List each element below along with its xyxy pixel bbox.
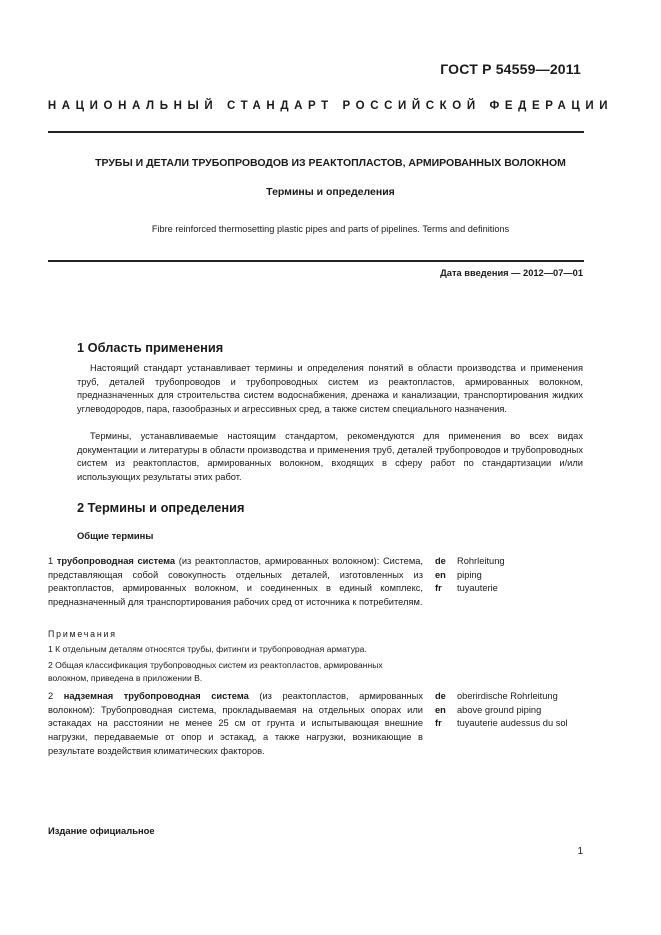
term-entry-2 [48, 690, 423, 759]
translation-de: Rohrleitung [457, 556, 505, 566]
translation-en: above ground piping [457, 704, 542, 715]
lang-code-en: en [435, 569, 446, 580]
section-1-paragraph-2: Термины, устанавливаемые настоящим стандартом, рекомендуются для применения во всех видах документации и литературы в области производства и применения труб, деталей трубопроводов и трубопроводных систем из реактопластов, армированных волокном, входящих в сферу работ по стандартизации и/или использующих результаты этих работ. [77, 431, 583, 482]
term-entry-1 [48, 555, 423, 610]
translation-fr: tuyauterie [457, 583, 498, 594]
term-name: надземная трубопроводная система [63, 691, 249, 701]
official-edition-label: Издание официальное [48, 825, 155, 836]
lang-code-en: en [435, 704, 446, 715]
national-standard-banner: НАЦИОНАЛЬНЫЙ СТАНДАРТ РОССИЙСКОЙ ФЕДЕРАЦИИ [47, 100, 614, 112]
page-number: 1 [577, 846, 583, 857]
note-2: 2 Общая классификация трубопроводных систем из реактопластов, армированных волокном, приведена в приложении В. [48, 660, 383, 683]
bottom-divider [48, 260, 584, 262]
notes-heading: Примечания [48, 629, 117, 639]
translation-en: piping [457, 569, 482, 580]
lang-code-fr: fr [435, 718, 442, 729]
general-terms-subheading: Общие термины [77, 530, 154, 541]
document-title: ТРУБЫ И ДЕТАЛИ ТРУБОПРОВОДОВ ИЗ РЕАКТОПЛАСТОВ, АРМИРОВАННЫХ ВОЛОКНОМ [95, 157, 566, 169]
term-definition: (из реактопластов, армированных волокном): Трубопроводная система, прокладываемая на отдельных опорах или эстакадах на расстоянии не менее 25 см от грунта и испытывающая внешние нагрузки, передаваемые от опор и эстакад, а также нагрузки, возникающие в результате воздействия климатических факторов. [48, 691, 423, 756]
term-number: 1 [48, 556, 54, 566]
section-2-heading: 2 Термины и определения [77, 500, 245, 515]
introduction-date: Дата введения — 2012—07—01 [440, 268, 583, 278]
term-2-translations [435, 690, 595, 731]
document-subtitle: Термины и определения [266, 186, 395, 198]
term-number: 2 [48, 691, 54, 701]
section-1-heading: 1 Область применения [77, 340, 224, 355]
translation-de: oberirdische Rohrleitung [457, 691, 558, 701]
lang-code-fr: fr [435, 583, 442, 594]
document-code: ГОСТ Р 54559—2011 [440, 61, 581, 77]
term-name: трубопроводная система [56, 556, 176, 566]
term-1-translations [435, 555, 595, 596]
document-title-english: Fibre reinforced thermosetting plastic pipes and parts of pipelines. Terms and definitions [151, 224, 510, 234]
term-definition: (из реактопластов, армированных волокном): Система, представляющая собой совокупность отдельных деталей, изготовленных из реактопластов, армированных волокном, и соединенных в единый комплекс, предназначенный для транспортирования рабочих сред от источника к потребителям. [48, 556, 423, 608]
top-divider [48, 131, 584, 133]
section-1-paragraph-1: Настоящий стандарт устанавливает термины и определения понятий в области производства и применения труб, деталей трубопроводов и трубопроводных систем из реактопластов, армированных волокном, предназначенных для строительства систем водоснабжения, дренажа и канализации, транспортирования жидких углеводородов, пара, газообразных и агрессивных сред, а также систем специального назначения. [77, 363, 583, 414]
translation-fr: tuyauterie audessus du sol [457, 718, 568, 729]
lang-code-de: de [435, 556, 446, 566]
lang-code-de: de [435, 691, 446, 701]
note-1: 1 К отдельным деталям относятся трубы, фитинги и трубопроводная арматура. [48, 644, 367, 654]
